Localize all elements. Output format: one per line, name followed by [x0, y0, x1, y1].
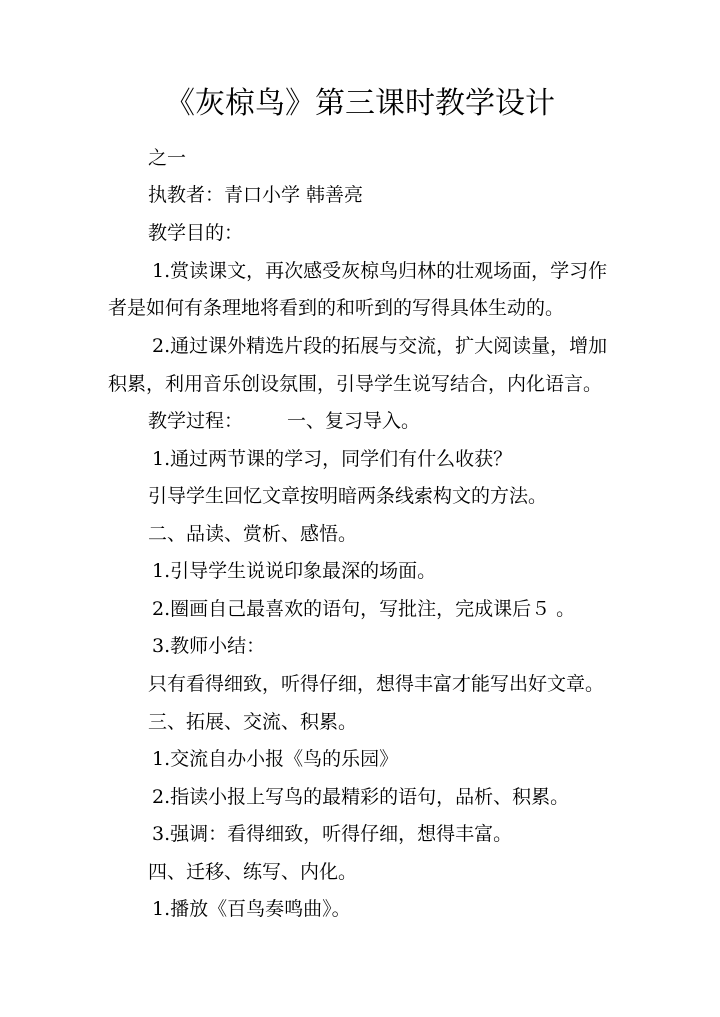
objectives-heading: 教学目的： — [148, 222, 244, 244]
section-4-item-1: 1.播放《百鸟奏鸣曲》。 — [152, 898, 351, 920]
objective-1-line-1: 1.赏读课文，再次感受灰椋鸟归林的壮观场面，学习作 — [152, 260, 608, 282]
objective-1-line-2: 者是如何有条理地将看到的和听到的写得具体生动的。 — [108, 297, 565, 319]
section-2-item-3: 3.教师小结： — [152, 635, 266, 657]
process-label: 教学过程： — [148, 410, 244, 432]
section-1-item-1: 1.通过两节课的学习，同学们有什么收获？ — [152, 448, 513, 470]
section-4-heading: 四、迁移、练写、内化。 — [148, 861, 358, 883]
section-2-item-1: 1.引导学生说说印象最深的场面。 — [152, 560, 437, 582]
objective-2-line-1: 2.通过课外精选片段的拓展与交流，扩大阅读量，增加 — [152, 335, 608, 357]
author-line: 执教者：青口小学 韩善亮 — [148, 184, 364, 206]
section-2-summary: 只有看得细致，听得仔细，想得丰富才能写出好文章。 — [148, 673, 605, 695]
section-label: 之一 — [148, 147, 187, 169]
section-1-heading: 一、复习导入。 — [287, 410, 421, 432]
section-1-note: 引导学生回忆文章按明暗两条线索构文的方法。 — [148, 485, 548, 507]
document-title: 《灰椋鸟》第三课时教学设计 — [165, 86, 555, 121]
section-2-item-2: 2.圈画自己最喜欢的语句，写批注，完成课后５ 。 — [152, 598, 576, 620]
section-3-item-3: 3.强调：看得细致，听得仔细，想得丰富。 — [152, 823, 513, 845]
section-3-item-2: 2.指读小报上写鸟的最精彩的语句，品析、积累。 — [152, 786, 570, 808]
section-2-heading: 二、品读、赏析、感悟。 — [148, 523, 358, 545]
section-3-item-1: 1.交流自办小报《鸟的乐园》 — [152, 748, 399, 770]
process-heading — [148, 409, 420, 433]
objective-2-line-2: 积累，利用音乐创设氛围，引导学生说写结合，内化语言。 — [108, 373, 603, 395]
section-3-heading: 三、拓展、交流、积累。 — [148, 711, 358, 733]
